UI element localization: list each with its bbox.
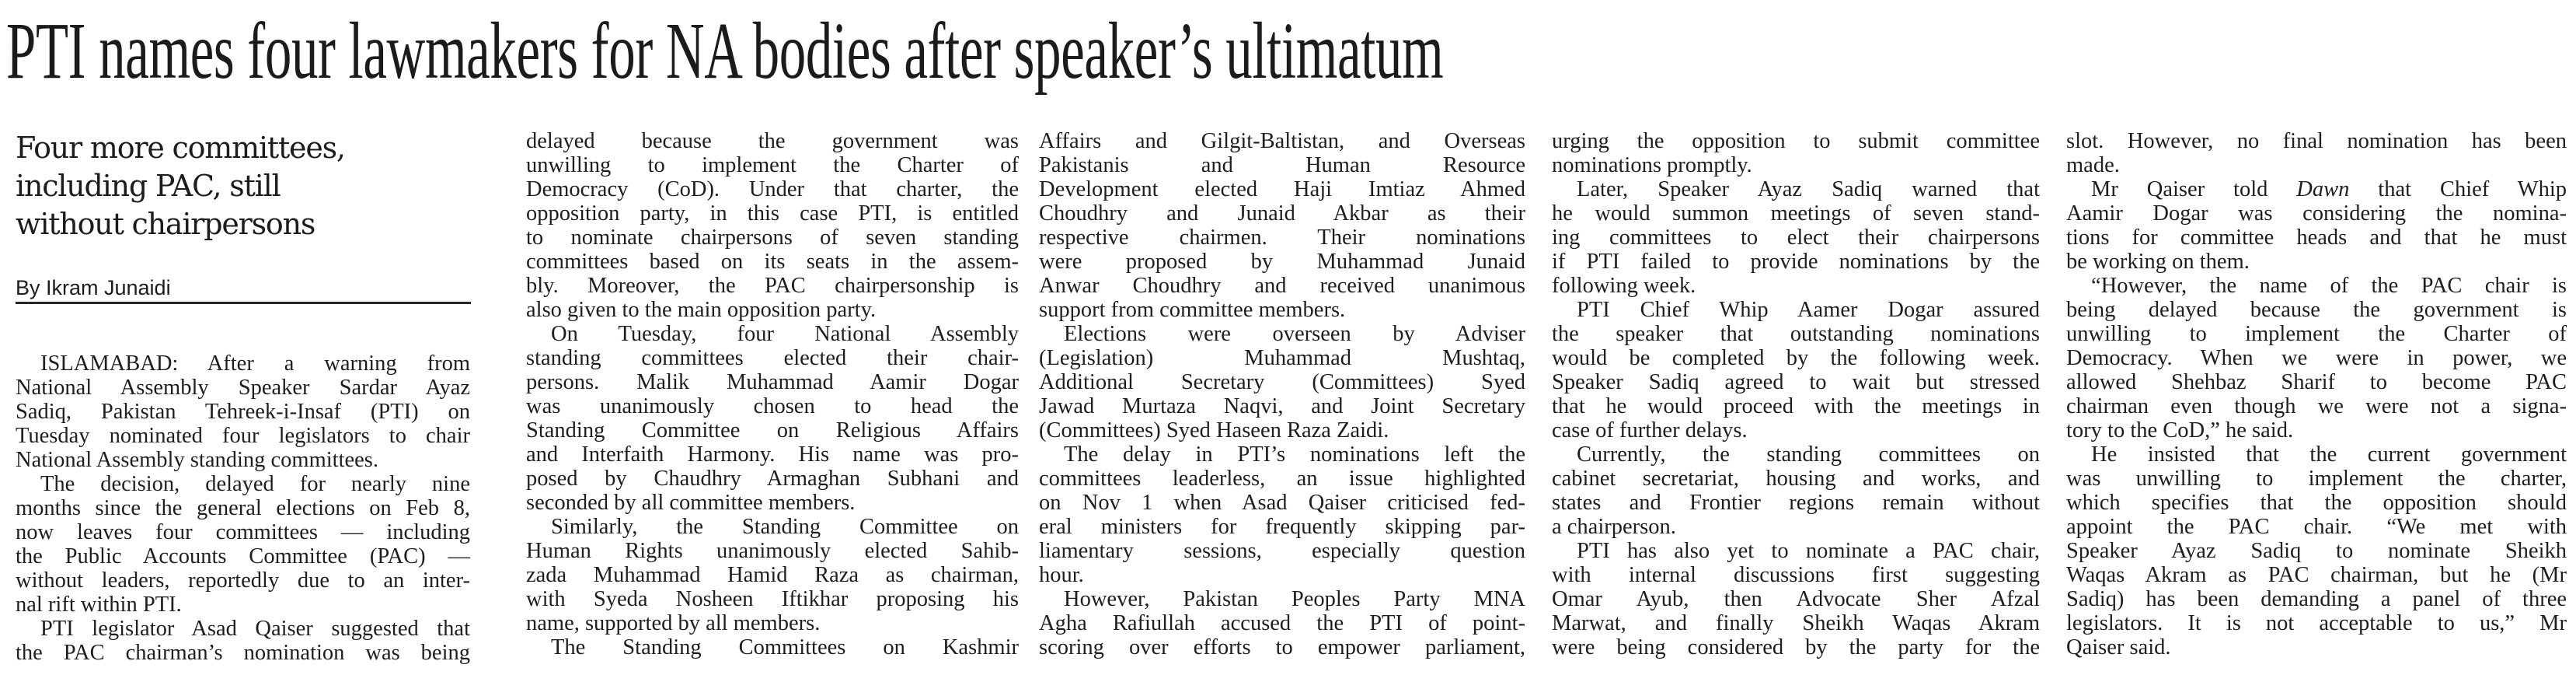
text-line: Speaker Ayaz Sadiq to nominate Sheikh (2066, 539, 2567, 563)
text-line: Currently, the standing committees on (1577, 442, 2040, 467)
text-line: PTI has also yet to nominate a PAC chair, (1577, 539, 2040, 563)
text-line: Jawad Murtaza Naqvi, and Joint Secretary (1039, 394, 1525, 418)
text-line: nominations promptly. (1552, 153, 1752, 177)
text-line: Aamir Dogar was considering the nomina- (2066, 201, 2567, 226)
column-body (1552, 129, 2040, 659)
text-line: if PTI failed to provide nominations by the (1552, 250, 2040, 274)
text-line: Human Rights unanimously elected Sahib- (526, 539, 1019, 563)
text-line: was unwilling to implement the charter, (2066, 467, 2567, 491)
text-line: Additional Secretary (Committees) Syed (1039, 370, 1525, 394)
text-line: without leaders, reportedly due to an inter- (16, 568, 470, 593)
text-line: be working on them. (2066, 250, 2250, 274)
text-line: (Committees) Syed Haseen Raza Zaidi. (1039, 418, 1389, 442)
text-line: following week. (1552, 274, 1696, 298)
text-line: seconded by all committee members. (526, 491, 856, 515)
subhead-line: Four more committees, (16, 131, 345, 165)
text-line: National Assembly standing committees. (16, 448, 379, 472)
text-line: eral ministers for frequently skipping par- (1039, 515, 1525, 539)
text-line: appoint the PAC chair. “We met with (2066, 515, 2567, 539)
text-line: case of further delays. (1552, 418, 1748, 442)
text-line: committees leaderless, an issue highlighted (1039, 467, 1525, 491)
article-subhead (16, 129, 470, 243)
text-line: Tuesday nominated four legislators to chair (16, 424, 470, 448)
text-line: respective chairmen. Their nominations (1039, 226, 1525, 250)
column-body (526, 129, 1019, 659)
text-line: states and Frontier regions remain without (1552, 491, 2040, 515)
text-line: support from committee members. (1039, 298, 1346, 322)
text-line: The Standing Committees on Kashmir (551, 635, 1019, 659)
text-line: unwilling to implement the Charter of (526, 153, 1019, 177)
text-line: he would summon meetings of seven stand- (1552, 201, 2040, 226)
text-line: would be completed by the following week. (1552, 346, 2040, 370)
text-line: Agha Rafiullah accused the PTI of point- (1039, 611, 1525, 635)
publication-name: Dawn (2296, 177, 2350, 201)
text-line: (Legislation) Muhammad Mushtaq, (1039, 346, 1525, 370)
text-line: to nominate chairpersons of seven standing (526, 226, 1019, 250)
text-line: committees based on its seats in the assem- (526, 250, 1019, 274)
text-line: were being considered by the party for the (1552, 635, 2040, 659)
text-line: nal rift within PTI. (16, 593, 182, 617)
text-line: Sadiq) has been demanding a panel of three (2066, 587, 2567, 611)
text-line: Standing Committee on Religious Affairs (526, 418, 1019, 442)
text-line: with Syeda Nosheen Iftikhar proposing his (526, 587, 1019, 611)
text-line: Similarly, the Standing Committee on (551, 515, 1019, 539)
text-line: Pakistanis and Human Resource (1039, 153, 1525, 177)
text-line: persons. Malik Muhammad Aamir Dogar (526, 370, 1019, 394)
text-line: months since the general elections on Feb 8, (16, 496, 470, 520)
text-line: Development elected Haji Imtiaz Ahmed (1039, 177, 1525, 201)
text-line: legislators. It is not acceptable to us,” Mr (2066, 611, 2567, 635)
text-line: tory to the CoD,” he said. (2066, 418, 2294, 442)
text-line: Waqas Akram as PAC chairman, but he (Mr (2066, 563, 2567, 587)
text-line: now leaves four committees — including (16, 520, 470, 544)
text-line: National Assembly Speaker Sardar Ayaz (16, 376, 470, 400)
text-line: Later, Speaker Ayaz Sadiq warned that (1577, 177, 2040, 201)
text-line: scoring over efforts to empower parliament, (1039, 635, 1525, 659)
text-line: bly. Moreover, the PAC chairpersonship is (526, 274, 1019, 298)
subhead-line: including PAC, still (16, 169, 281, 203)
text-line: hour. (1039, 563, 1084, 587)
text-line: was unanimously chosen to head the (526, 394, 1019, 418)
text-line: ing committees to elect their chairpersons (1552, 226, 2040, 250)
text-line: “However, the name of the PAC chair is (2091, 274, 2567, 298)
text-line: urging the opposition to submit committee (1552, 129, 2040, 153)
text-line: and Interfaith Harmony. His name was pro- (526, 442, 1019, 467)
subhead-line: without chairpersons (16, 207, 315, 241)
text-line: Mr Qaiser told Dawn that Chief Whip (2091, 177, 2567, 201)
text-line: which specifies that the opposition should (2066, 491, 2567, 515)
text-line: Qaiser said. (2066, 635, 2171, 659)
text-line: posed by Chaudhry Armaghan Subhani and (526, 467, 1019, 491)
text-line: tions for committee heads and that he must (2066, 226, 2567, 250)
text-line: with internal discussions first suggesting (1552, 563, 2040, 587)
text-line: a chairperson. (1552, 515, 1676, 539)
text-line: Omar Ayub, then Advocate Sher Afzal (1552, 587, 2040, 611)
text-line: Speaker Sadiq agreed to wait but stressed (1552, 370, 2040, 394)
text-line: Democracy. When we were in power, we (2066, 346, 2567, 370)
text-line: Affairs and Gilgit-Baltistan, and Overseas (1039, 129, 1525, 153)
text-line: He insisted that the current government (2091, 442, 2567, 467)
article-byline: By Ikram Junaidi (16, 276, 171, 299)
text-line: the Public Accounts Committee (PAC) — (16, 544, 470, 568)
text-line: cabinet secretariat, housing and works, and (1552, 467, 2040, 491)
text-line: that he would proceed with the meetings in (1552, 394, 2040, 418)
column-body (1039, 129, 1525, 659)
text-line: on Nov 1 when Asad Qaiser criticised fed- (1039, 491, 1525, 515)
text-line: Elections were overseen by Adviser (1064, 322, 1525, 346)
text-line: made. (2066, 153, 2120, 177)
text-line: zada Muhammad Hamid Raza as chairman, (526, 563, 1019, 587)
text-line: On Tuesday, four National Assembly (551, 322, 1019, 346)
column-body (2066, 129, 2567, 659)
text-line: PTI legislator Asad Qaiser suggested that (40, 617, 470, 641)
byline-divider (16, 302, 471, 304)
text-line: allowed Shehbaz Sharif to become PAC (2066, 370, 2567, 394)
text-line: standing committees elected their chair- (526, 346, 1019, 370)
text-line: Marwat, and finally Sheikh Waqas Akram (1552, 611, 2040, 635)
text-line: name, supported by all members. (526, 611, 821, 635)
text-line: ISLAMABAD: After a warning from (40, 351, 470, 376)
text-line: Choudhry and Junaid Akbar as their (1039, 201, 1525, 226)
text-line: the speaker that outstanding nominations (1552, 322, 2040, 346)
text-line: being delayed because the government is (2066, 298, 2567, 322)
text-line: delayed because the government was (526, 129, 1019, 153)
text-line: The decision, delayed for nearly nine (40, 472, 470, 496)
column-body (16, 351, 470, 665)
article-headline: PTI names four lawmakers for NA bodies after speaker’s ultimatum (6, 6, 1444, 96)
text-line: Sadiq, Pakistan Tehreek-i-Insaf (PTI) on (16, 400, 470, 424)
text-line: opposition party, in this case PTI, is entitled (526, 201, 1019, 226)
text-line: Anwar Choudhry and received unanimous (1039, 274, 1525, 298)
text-line: The delay in PTI’s nominations left the (1064, 442, 1525, 467)
text-line: liamentary sessions, especially question (1039, 539, 1525, 563)
text-line: slot. However, no final nomination has been (2066, 129, 2567, 153)
text-line: chairman even though we were not a signa- (2066, 394, 2567, 418)
text-line: PTI Chief Whip Aamer Dogar assured (1577, 298, 2040, 322)
text-line: also given to the main opposition party. (526, 298, 877, 322)
text-line: Democracy (CoD). Under that charter, the (526, 177, 1019, 201)
text-line: were proposed by Muhammad Junaid (1039, 250, 1525, 274)
text-line: unwilling to implement the Charter of (2066, 322, 2567, 346)
text-line: the PAC chairman’s nomination was being (16, 641, 470, 665)
text-line: However, Pakistan Peoples Party MNA (1064, 587, 1525, 611)
